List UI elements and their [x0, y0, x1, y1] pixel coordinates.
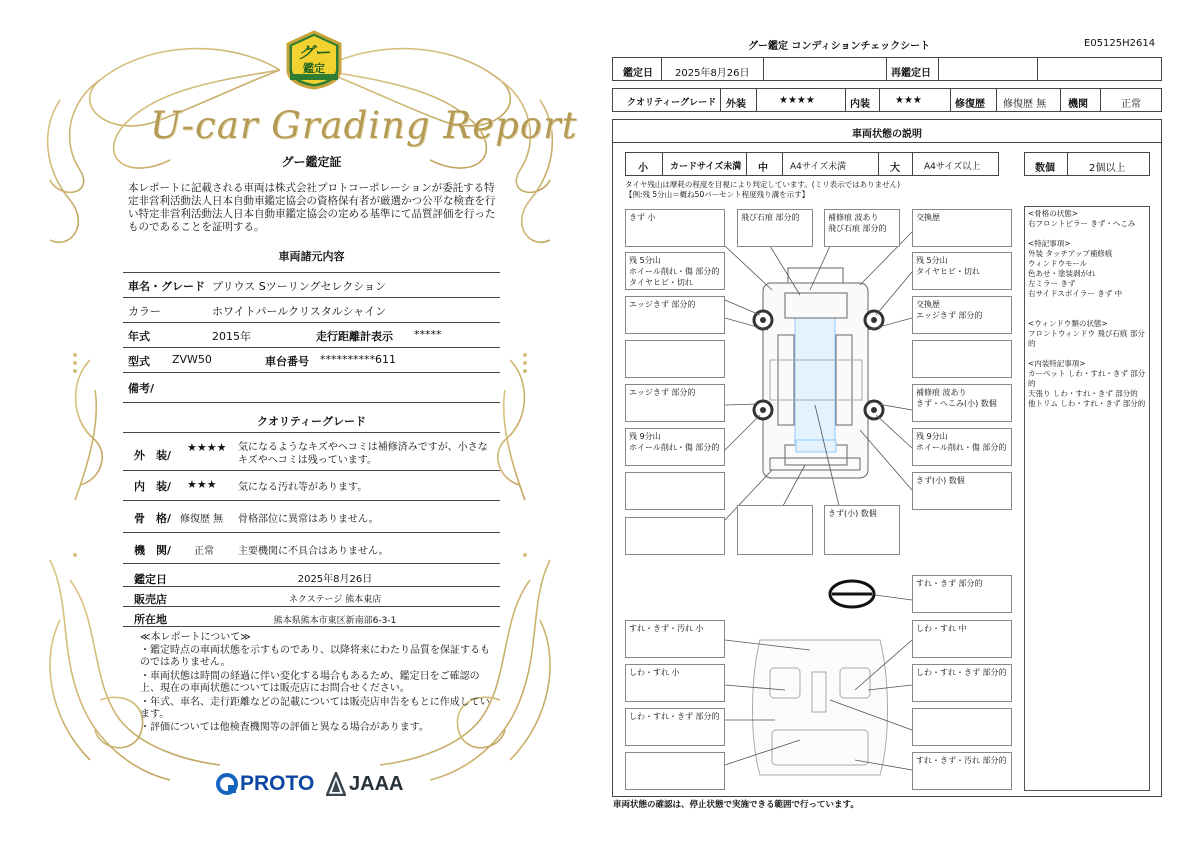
condition-box-left-rear-door: エッジきず 部分的: [625, 384, 725, 422]
grade-desc-frame: 骨格部位に異常はありません。: [238, 514, 379, 525]
specs-heading: 車両諸元内容: [278, 250, 345, 263]
condition-box-rear-right: きず(小) 数個: [824, 505, 900, 555]
mileage-label: 走行距離計表示: [316, 330, 393, 343]
tire-note-1: タイヤ残山は摩耗の程度を目視により判定しています。(ミリ表示ではありません): [625, 180, 901, 189]
grade-label-interior: 内 装/: [134, 480, 172, 493]
condition-box-right-rear-door: 補修痕 波あり きず・へこみ(小) 数個: [912, 384, 1012, 422]
grade-desc-engine: 主要機関に不具合はありません。: [238, 546, 389, 557]
grade-desc-interior: 気になる汚れ等があります。: [238, 482, 368, 493]
grade-label-exterior: 外 装/: [134, 449, 172, 462]
model-value: ZVW50: [172, 353, 212, 366]
certificate-intro: 本レポートに記載される車両は株式会社プロトコーポレーションが委託する特定非営利活動法人日本自動車鑑定協会の資格保有者が厳選かつ公平な検査を行い特定非営利活動法人日本自動車鑑定協会の定める基準にて品質評価を行ったものであることを証明する。: [128, 182, 496, 233]
note-1: ・鑑定時点の車両状態を示すものであり、以降将来にわたり品質を保証するものではありません。: [140, 645, 490, 668]
divider: [123, 563, 500, 564]
emblem-top-text: グー: [297, 43, 330, 62]
qg-label: クオリティーグレード: [627, 98, 717, 108]
grade-label-engine: 機 関/: [134, 544, 172, 557]
divider: [123, 272, 500, 273]
divider: [123, 532, 500, 533]
proto-logo-mark-icon: [216, 773, 238, 795]
proto-logo: [216, 770, 314, 798]
address-label: 所在地: [134, 613, 167, 626]
divider: [123, 322, 500, 323]
hist-value: 修復歴 無: [1003, 99, 1047, 110]
section-title: 車両状態の説明: [852, 129, 922, 140]
model-label: 型式: [128, 355, 150, 368]
size-small-desc: カードサイズ未満: [670, 162, 742, 172]
date-label: 鑑定日: [623, 68, 653, 79]
certificate-title: グー鑑定証: [281, 155, 342, 169]
car-name-label: 車名・グレード: [128, 280, 205, 293]
condition-box-front-right-center: 補修痕 波あり 飛び石痕 部分的: [824, 209, 900, 247]
dealer-value: ネクステージ 熊本東店: [288, 595, 382, 605]
condition-box-front-left-top: きず 小: [625, 209, 725, 247]
divider: [123, 297, 500, 298]
interior-box-right-4: すれ・きず・汚れ 部分的: [912, 752, 1012, 790]
divider: [123, 432, 500, 433]
jaaa-logo-mark-icon: [326, 772, 346, 796]
appraisal-date-value: 2025年8月26日: [297, 574, 373, 585]
grade-desc-exterior: 気になるようなキズやヘコミは補修済みですが、小さなキズやヘコミは残っています。: [238, 442, 488, 466]
size-medium-desc: A4サイズ未満: [790, 162, 847, 172]
tire-note-2: 【例:残 5分山＝概ね50パーセント程度残り溝を示す】: [625, 190, 810, 199]
grade-value-interior: ★★★: [187, 478, 217, 491]
interior-box-right-3: [912, 708, 1012, 746]
condition-box-rear-left: [625, 517, 725, 555]
hist-label: 修復歴: [955, 99, 985, 110]
interior-box-left-3: しわ・すれ・きず 部分的: [625, 708, 725, 746]
condition-box-right-front-wheel: 残 5分山 タイヤヒビ・切れ: [912, 252, 1012, 290]
eng-label: 機関: [1068, 99, 1088, 110]
notes-title: ≪本レポートについて≫: [140, 632, 251, 643]
divider: [123, 347, 500, 348]
condition-box-left-rear-lower: [625, 472, 725, 510]
condition-box-right-rear-wheel: 残 9分山 ホイール削れ・傷 部分的: [912, 428, 1012, 466]
size-medium: 中: [758, 163, 768, 174]
condition-box-front-right-top: 交換歴: [912, 209, 1012, 247]
ext-label: 外装: [726, 99, 746, 110]
condition-box-rear-center: [737, 505, 813, 555]
footer-note: 車両状態の確認は、停止状態で実施できる範囲で行っています。: [613, 800, 859, 810]
car-name-value: プリウス Sツーリングセレクション: [212, 280, 387, 293]
ext-value: ★★★★: [779, 95, 815, 106]
color-label: カラー: [128, 305, 161, 318]
date-value: 2025年8月26日: [675, 68, 750, 79]
chassis-label: 車台番号: [265, 355, 309, 368]
size-large: 大: [890, 163, 900, 174]
grade-value-engine: 正常: [194, 546, 214, 557]
appraisal-date-label: 鑑定日: [134, 573, 167, 586]
condition-box-front-center: 飛び石痕 部分的: [737, 209, 813, 247]
mileage-value: *****: [414, 328, 442, 341]
emblem-bottom-text: 鑑定: [303, 62, 325, 75]
size-small: 小: [638, 163, 648, 174]
jaaa-logo-text: JAAA: [349, 772, 404, 795]
condition-box-left-mid: [625, 340, 725, 378]
size-large-desc: A4サイズ以上: [924, 162, 981, 172]
grade-value-exterior: ★★★★: [187, 441, 227, 454]
remarks-label: 備考/: [128, 382, 155, 395]
document-id: E05125H2614: [1084, 38, 1156, 49]
dealer-label: 販売店: [134, 593, 167, 606]
note-3: ・年式、車名、走行距離などの記載については販売店申告をもとに作成しています。: [140, 697, 490, 720]
year-value: 2015年: [212, 330, 251, 343]
divider: [123, 606, 500, 607]
eng-value: 正常: [1121, 99, 1141, 110]
divider: [123, 586, 500, 587]
condition-box-left-front-wheel: 残 5分山 ホイール削れ・傷 部分的 タイヤヒビ・切れ: [625, 252, 725, 290]
count-label: 数個: [1035, 163, 1055, 174]
address-value: 熊本県熊本市東区新南部6-3-1: [273, 616, 397, 626]
proto-logo-text: PROTO: [240, 772, 315, 795]
special-notes-panel: <骨格の状態> 右フロントピラー きず・へこみ <特記事項> 外装 タッチアップ補修痕 ウィンドウモール 色あせ・塗装剥がれ 左ミラー きず 右サイドスポイラー きず 中 <ウィンドウ類の状態> フロントウィンドウ 飛び石痕 部分的 <内装特記事項> カーペット しわ・すれ・きず 部分的 天張り しわ・すれ・きず 部分的 他トリム しわ・すれ・きず 部分的: [1024, 206, 1150, 791]
condition-box-right-front-door: 交換歴 エッジきず 部分的: [912, 296, 1012, 334]
grade-label-frame: 骨 格/: [134, 512, 172, 525]
interior-box-right-1: しわ・すれ 中: [912, 620, 1012, 658]
grade-heading: クオリティーグレード: [257, 415, 366, 428]
sheet-title: グー鑑定 コンディションチェックシート: [748, 41, 931, 52]
condition-check-sheet: [600, 0, 1200, 848]
int-label: 内装: [850, 99, 870, 110]
interior-box-right-2: しわ・すれ・きず 部分的: [912, 664, 1012, 702]
color-value: ホワイトパールクリスタルシャイン: [212, 305, 387, 318]
divider: [123, 470, 500, 471]
report-script-title: U-car Grading Report: [150, 104, 578, 147]
divider: [123, 402, 500, 403]
note-4: ・評価については他検査機関等の評価と異なる場合があります。: [140, 722, 429, 733]
divider: [123, 372, 500, 373]
interior-box-left-4: [625, 752, 725, 790]
interior-box-left-1: すれ・きず・汚れ 小: [625, 620, 725, 658]
chassis-value: **********611: [320, 353, 396, 366]
interior-box-steering: すれ・きず 部分的: [912, 575, 1012, 613]
condition-box-right-rear-lower: きず(小) 数個: [912, 472, 1012, 510]
condition-box-left-rear-wheel: 残 9分山 ホイール削れ・傷 部分的: [625, 428, 725, 466]
condition-box-right-mid: [912, 340, 1012, 378]
int-value: ★★★: [895, 95, 922, 106]
jaaa-logo: [326, 770, 403, 798]
year-label: 年式: [128, 330, 150, 343]
divider: [123, 626, 500, 627]
goo-kantei-emblem: [284, 30, 344, 90]
interior-box-left-2: しわ・すれ 小: [625, 664, 725, 702]
divider: [123, 500, 500, 501]
redate-label: 再鑑定日: [891, 68, 931, 79]
grade-value-frame: 修復歴 無: [180, 514, 224, 525]
note-2: ・車両状態は時間の経過に伴い変化する場合もあるため、鑑定日をご確認の上、現在の車両状態については販売店にお問合せください。: [140, 671, 480, 694]
count-desc: 2個以上: [1089, 163, 1126, 174]
condition-box-left-front-door: エッジきず 部分的: [625, 296, 725, 334]
